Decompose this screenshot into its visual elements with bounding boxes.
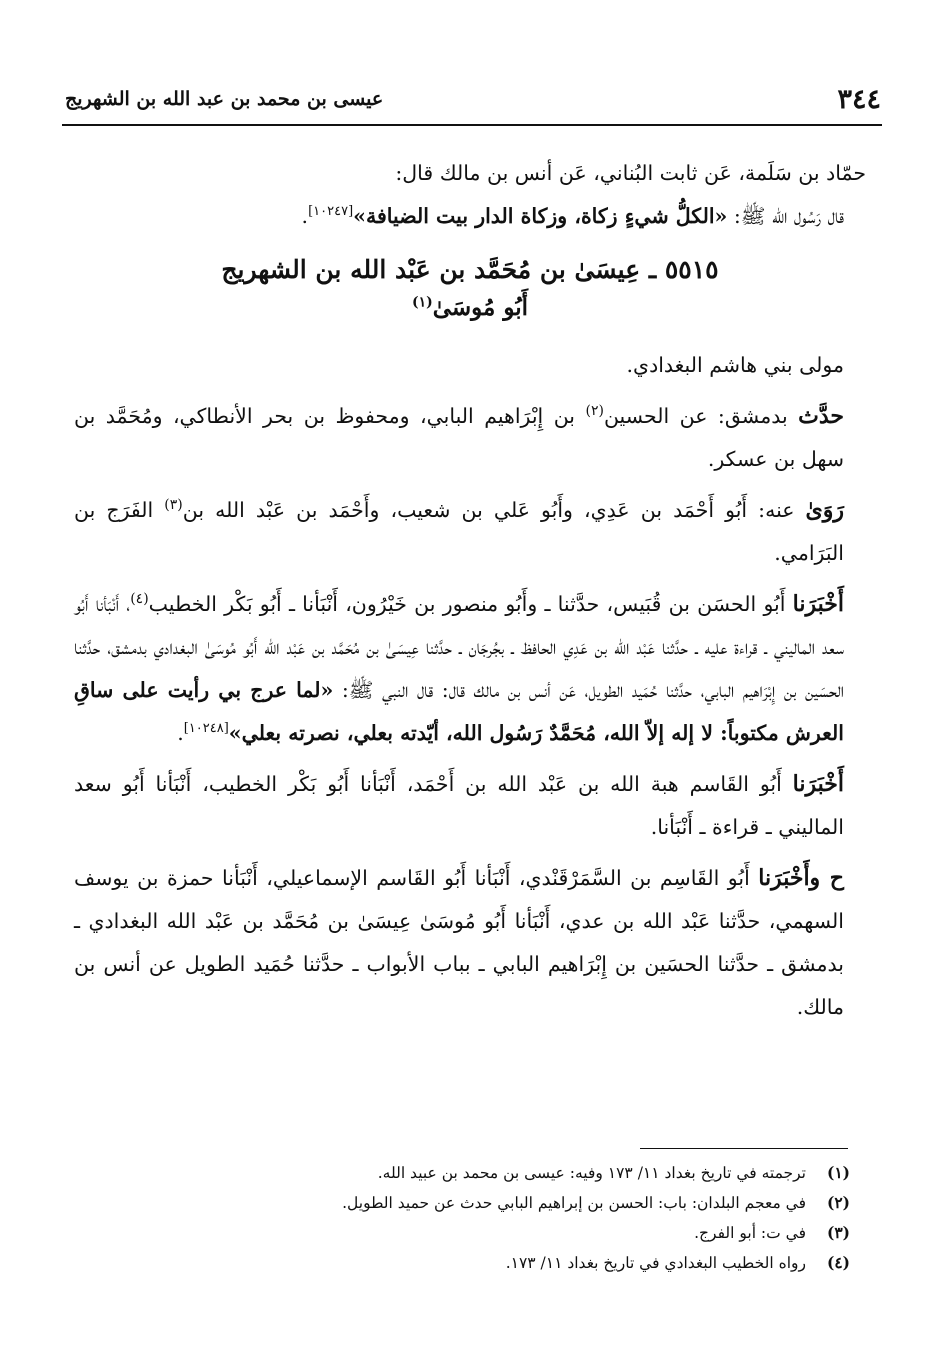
footnote-number: (٢): [826, 1193, 850, 1212]
footnote-marker: (٢): [585, 403, 604, 420]
header-divider: [62, 124, 882, 126]
footnotes: [90, 1158, 850, 1278]
footnote-number: (٣): [826, 1223, 850, 1242]
page-header: [65, 82, 881, 122]
footnote-text: في ت: أبو الفرج.: [694, 1224, 806, 1242]
footnote-number: (١): [826, 1163, 850, 1182]
hadith-quote: «الكلُّ شيءٍ زكاة، وزكاة الدار بيت الضيافة»: [353, 204, 728, 228]
footnote-divider: [640, 1148, 848, 1149]
footnote-item: [90, 1218, 850, 1248]
paragraph-gap: [74, 481, 866, 489]
footnote-marker: (٤): [130, 591, 149, 608]
paragraph-text: حمّاد بن سَلَمة، عَن ثابت البُناني، عَن أنس بن مالك قال:: [395, 161, 866, 185]
paragraph-text: مولى بني هاشم البغدادي.: [626, 353, 844, 377]
paragraph-text: أَبُو الحسَن بن قُبَيس، حدَّثنا ـ وأَبُو منصور بن خَيْرُون، أَنْبَأنا ـ أَبُو بَكْر الخطيب: [148, 592, 793, 616]
paragraph-text: بن إِبْرَاهيم البابي، ومحفوظ بن بحر الأنطاكي، ومُحَمَّد بن سهل بن عسكر.: [74, 404, 844, 471]
paragraph-continuation: [74, 152, 866, 195]
running-title: عيسى بن محمد بن عبد الله بن الشهريج: [65, 88, 384, 110]
paragraph-text: الفَرَج بن البَرَامي.: [74, 498, 844, 565]
narrated-by-paragraph: [74, 489, 866, 575]
footnote-item: [90, 1158, 850, 1188]
footnote-text: رواه الخطيب البغدادي في تاريخ بغداد ١١/ ١٧٣.: [505, 1254, 806, 1272]
narrated-from-paragraph: [74, 395, 866, 481]
paragraph-lead: أَخْبَرَنا: [792, 771, 844, 797]
paragraph-lead: رَوَىٰ: [805, 497, 845, 523]
paragraph-text: بدمشق: عن الحسين: [603, 404, 799, 428]
hadith-quote: «لما عرج بي رأيت على ساقِ العرش مكتوباً: لا إله إلاّ الله، مُحَمَّدٌ رَسُول الله، أيّدته بعلي، نصرته بعلي»: [74, 678, 844, 745]
hadith-reference-number: [١٠٢٤٧]: [308, 204, 354, 220]
paragraph-end: .: [177, 721, 184, 745]
isnad-paragraph: [74, 857, 866, 1029]
page-number: ٣٤٤: [837, 84, 881, 115]
paragraph-lead: قال رَسُول الله ﷺ:: [727, 204, 844, 228]
footnote-marker: (٣): [164, 497, 183, 514]
footnote-text: في معجم البلدان: باب: الحسن بن إبراهيم البابي حدث عن حميد الطويل.: [342, 1194, 806, 1212]
paragraph-lead: أَخْبَرَنا: [792, 591, 844, 617]
paragraph-text: أَبُو القَاسم هبة الله بن عَبْد الله بن أَحْمَد، أَنْبَأنا أَبُو بَكْر الخطيب، أَنْبَأنا أَبُو سعد الماليني ـ قراءة ـ أَنْبَأنا.: [74, 772, 844, 839]
paragraph-text: أَبُو القَاسِم بن السَّمَرْقَنْدي، أَنْبَأنا أَبُو القَاسم الإسماعيلي، أَنْبَأنا حمزة بن يوسف السهمي، حدَّثنا عَبْد الله بن عدي، أَنْبَأنا أَبُو مُوسَىٰ عِيسَىٰ بن مُحَمَّد بن عَبْد الله البغدادي ـ بدمشق ـ حدَّثنا الحسَين بن إِبْرَاهيم البابي ـ بباب الأبواب ـ حدَّثنا حُمَيد الطويل عن أنس بن مالك.: [74, 866, 844, 1019]
entry-kunya-text: أَبُو مُوسَىٰ: [432, 294, 529, 321]
hadith-reference-number: [١٠٢٤٨]: [183, 721, 229, 737]
main-text: [74, 152, 866, 1029]
paragraph-gap: [74, 387, 866, 395]
entry-heading: [74, 250, 866, 290]
paragraph-gap: [74, 575, 866, 583]
footnote-item: [90, 1188, 850, 1218]
paragraph-end: .: [301, 204, 309, 228]
footnote-marker: (١): [411, 294, 433, 311]
isnad-paragraph: [74, 583, 866, 755]
footnote-item: [90, 1248, 850, 1278]
isnad-paragraph: [74, 763, 866, 849]
paragraph-text: عنه: أَبُو أَحْمَد بن عَدِي، وأَبُو عَلي بن شعيب، وأَحْمَد بن عَبْد الله بن: [182, 498, 806, 522]
entry-title: ٥٥١٥ ـ عِيسَىٰ بن مُحَمَّد بن عَبْد الله بن الشهريج: [221, 255, 719, 284]
hadith-paragraph: [74, 195, 866, 238]
footnote-number: (٤): [826, 1253, 850, 1272]
paragraph-gap: [74, 755, 866, 763]
paragraph-text: ، أَنْبَأنا أَبُو سعد الماليني ـ قراءة عليه ـ حدَّثنا عَبْد الله بن عَدِي الحافظ ـ بجُرجَان ـ حدَّثنا عِيسَىٰ بن مُحَمَّد بن عَبْد الله أَبُو مُوسَىٰ البغدادي بدمشق، حدَّثنا الحسَين بن إِبْرَاهيم البابي، حدَّثنا حُمَيد الطويل، عَن أنس بن مالك قال: قال النبي ﷺ:: [74, 592, 845, 702]
footnote-text: ترجمته في تاريخ بغداد ١١/ ١٧٣ وفيه: عيسى بن محمد بن عبيد الله.: [377, 1164, 806, 1182]
paragraph-gap: [74, 849, 866, 857]
entry-description: [74, 344, 866, 387]
entry-kunya: [74, 290, 866, 326]
paragraph-lead: ح وأَخْبَرَنا: [758, 865, 844, 891]
paragraph-lead: حدَّث: [798, 403, 844, 429]
